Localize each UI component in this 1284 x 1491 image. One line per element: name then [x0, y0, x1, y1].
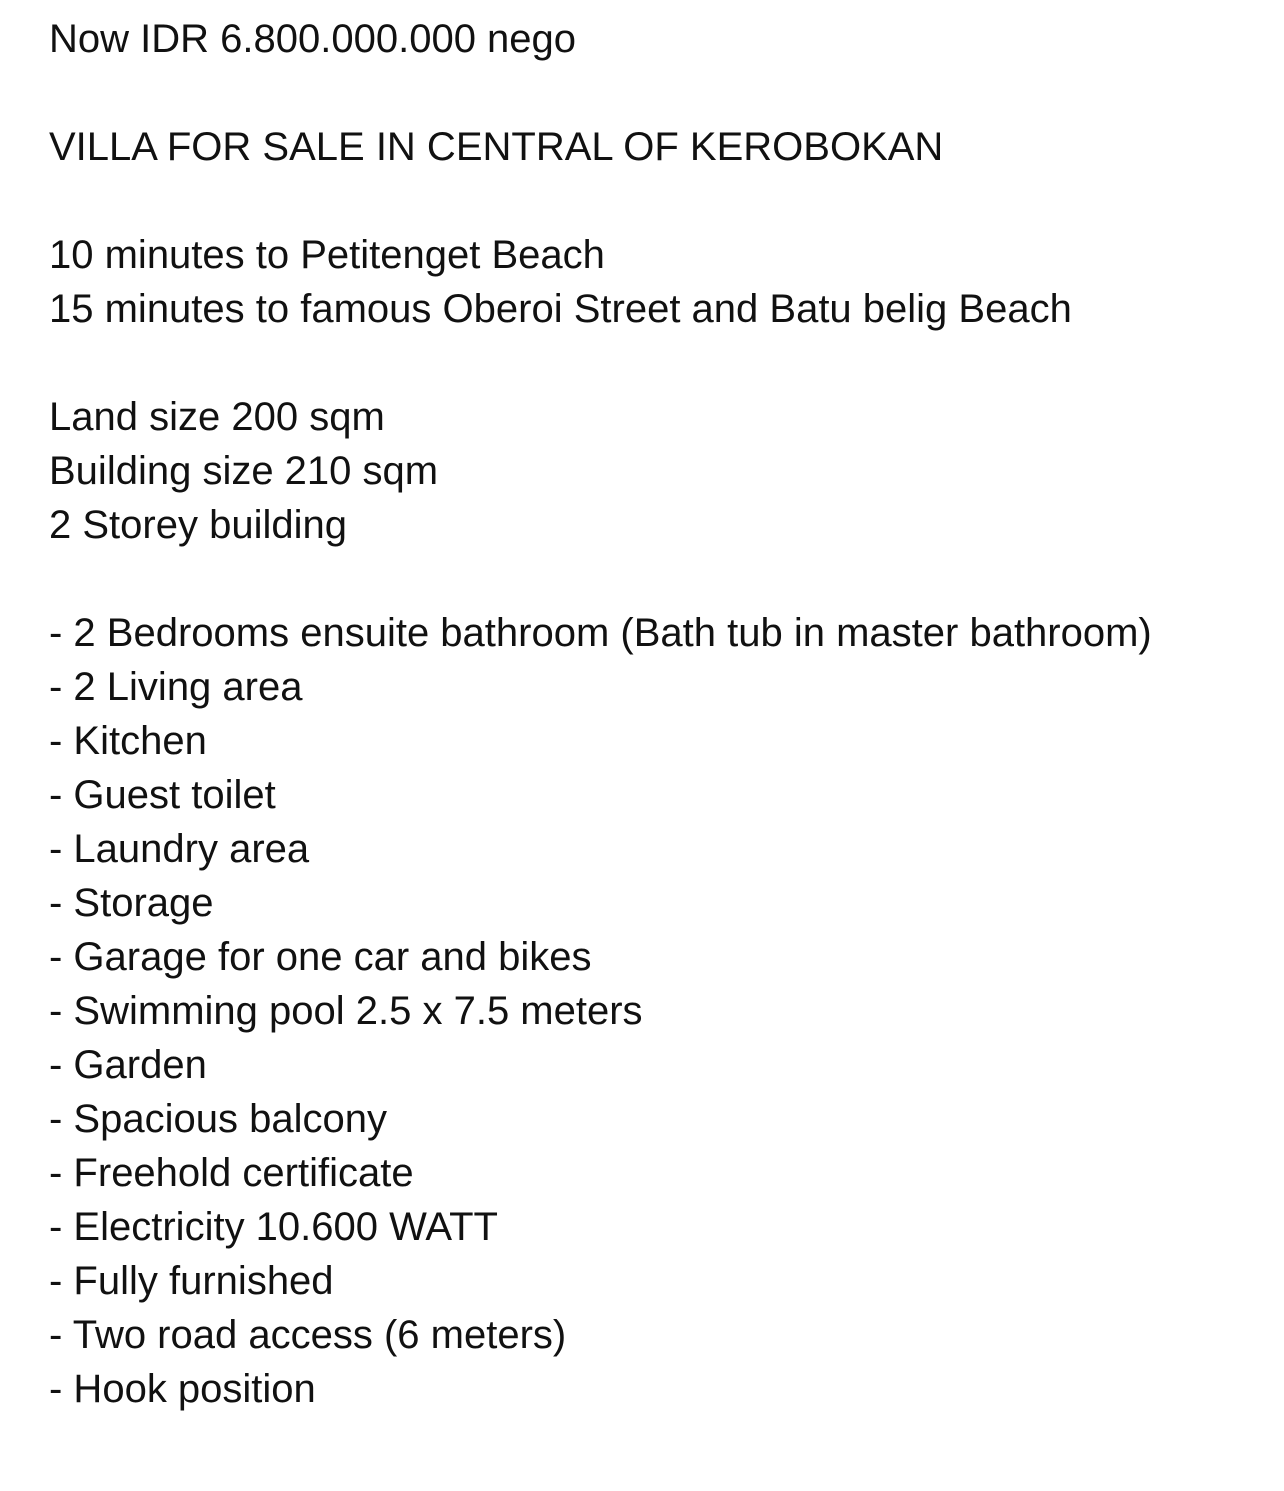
feature-item: - Hook position [49, 1367, 316, 1411]
feature-item: - Garden [49, 1043, 207, 1087]
feature-item: - Swimming pool 2.5 x 7.5 meters [49, 989, 643, 1033]
feature-item: - 2 Bedrooms ensuite bathroom (Bath tub in master bathroom) [49, 611, 1152, 655]
feature-item: - Kitchen [49, 719, 207, 763]
spacer [49, 552, 1249, 606]
feature-item: - Fully furnished [49, 1259, 334, 1303]
feature-item: - Freehold certificate [49, 1151, 414, 1195]
feature-item: - 2 Living area [49, 665, 303, 709]
cropped-text-line [48, 0, 258, 4]
feature-item: - Spacious balcony [49, 1097, 387, 1141]
feature-item: - Electricity 10.600 WATT [49, 1205, 498, 1249]
feature-item: - Two road access (6 meters) [49, 1313, 567, 1357]
headline: VILLA FOR SALE IN CENTRAL OF KEROBOKAN [49, 125, 944, 169]
listing-text [49, 12, 1249, 1416]
spacer [49, 336, 1249, 390]
spacer [49, 174, 1249, 228]
feature-item: - Garage for one car and bikes [49, 935, 592, 979]
feature-item: - Guest toilet [49, 773, 276, 817]
spec-line: 2 Storey building [49, 503, 347, 547]
feature-item: - Storage [49, 881, 214, 925]
spacer [49, 66, 1249, 120]
price-line: Now IDR 6.800.000.000 nego [49, 17, 577, 61]
location-line: 15 minutes to famous Oberoi Street and Batu belig Beach [49, 287, 1072, 331]
feature-list [49, 606, 1249, 1416]
spec-line: Building size 210 sqm [49, 449, 439, 493]
location-line: 10 minutes to Petitenget Beach [49, 233, 605, 277]
spec-line: Land size 200 sqm [49, 395, 385, 439]
feature-item: - Laundry area [49, 827, 310, 871]
